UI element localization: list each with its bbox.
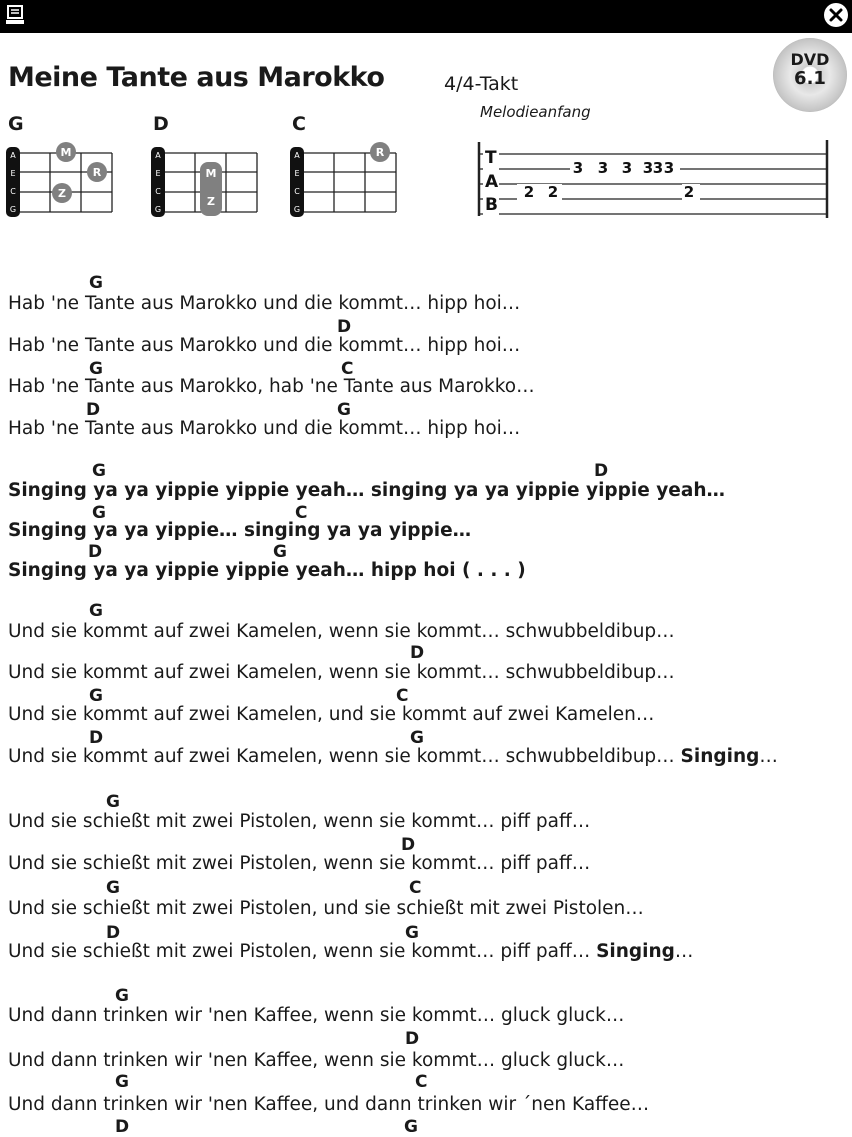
chord-marker: C bbox=[409, 878, 422, 898]
tab-note: 3 bbox=[621, 159, 633, 177]
lyric-line: Hab 'ne Tante aus Marokko und die kommt… hipp hoi… bbox=[8, 293, 521, 314]
dvd-badge bbox=[773, 38, 847, 112]
chord-marker: D bbox=[405, 1029, 420, 1049]
chord-marker: G bbox=[106, 878, 120, 898]
chord-marker: G bbox=[92, 503, 106, 523]
chord-marker: C bbox=[295, 503, 308, 523]
top-bar bbox=[0, 0, 852, 33]
tab-note: 3 bbox=[572, 159, 584, 177]
lyric-text: Und sie schießt mit zwei Pistolen, wenn sie kommt… piff paff… bbox=[8, 941, 597, 962]
tab-letter: A bbox=[485, 172, 499, 192]
tab-letter: B bbox=[485, 195, 498, 215]
lyric-tail-end: … bbox=[759, 746, 778, 767]
chord-marker: G bbox=[337, 400, 351, 420]
chord-marker: D bbox=[115, 1117, 130, 1137]
chord-marker: D bbox=[86, 400, 101, 420]
chord-marker: D bbox=[410, 643, 425, 663]
lyric-line: Und sie kommt auf zwei Kamelen, wenn sie kommt… schwubbeldibup… bbox=[8, 621, 675, 642]
chord-marker: G bbox=[273, 542, 287, 562]
chord-marker: G bbox=[106, 792, 120, 812]
chord-marker: G bbox=[89, 359, 103, 379]
lyric-tail: Singing bbox=[680, 746, 760, 767]
lyric-line: Und sie schießt mit zwei Pistolen, wenn sie kommt… piff paff… bbox=[8, 853, 591, 874]
finger-label: M bbox=[60, 146, 72, 159]
finger-label: M bbox=[205, 167, 217, 180]
chord-marker: G bbox=[89, 601, 103, 621]
lyric-tail-end: … bbox=[674, 941, 694, 962]
tab-note: 3 bbox=[642, 159, 654, 177]
time-signature: 4/4-Takt bbox=[444, 73, 519, 95]
chord-marker: G bbox=[115, 1072, 129, 1092]
chord-marker: G bbox=[404, 1117, 418, 1137]
lyric-line: Hab 'ne Tante aus Marokko, hab 'ne Tante aus Marokko… bbox=[8, 376, 535, 397]
chord-name-g: G bbox=[8, 113, 24, 135]
string-label: G bbox=[154, 205, 162, 214]
chord-marker: D bbox=[106, 923, 121, 943]
lyric-line: Und sie schießt mit zwei Pistolen, und sie schießt mit zwei Pistolen… bbox=[8, 898, 644, 919]
string-label: C bbox=[294, 187, 300, 196]
chord-marker: C bbox=[341, 359, 354, 379]
finger-label: Z bbox=[58, 187, 66, 200]
string-label: E bbox=[294, 169, 300, 178]
song-title: Meine Tante aus Marokko bbox=[8, 62, 385, 93]
lyric-line: Und sie kommt auf zwei Kamelen, und sie kommt auf zwei Kamelen… bbox=[8, 704, 655, 725]
dvd-number: 6.1 bbox=[794, 68, 826, 89]
chord-marker: G bbox=[405, 923, 419, 943]
close-icon bbox=[824, 3, 848, 27]
chord-name-d: D bbox=[153, 113, 169, 135]
tab-note: 3 bbox=[597, 159, 609, 177]
string-label: G bbox=[293, 205, 301, 214]
string-label: E bbox=[155, 169, 161, 178]
string-label: C bbox=[155, 187, 161, 196]
lyric-line bbox=[8, 941, 693, 962]
chord-marker: D bbox=[401, 835, 416, 855]
chord-diagram-c bbox=[290, 142, 400, 220]
chord-marker: G bbox=[92, 461, 106, 481]
lyric-line: Singing ya ya yippie… singing ya ya yippie… bbox=[8, 520, 472, 541]
lyric-line: Und dann trinken wir 'nen Kaffee, wenn sie kommt… gluck gluck… bbox=[8, 1005, 625, 1026]
chord-marker: D bbox=[89, 728, 104, 748]
finger-label: R bbox=[375, 146, 385, 159]
chord-marker: G bbox=[115, 986, 129, 1006]
lyric-line: Und sie kommt auf zwei Kamelen, wenn sie kommt… schwubbeldibup… bbox=[8, 662, 675, 683]
chord-marker: C bbox=[415, 1072, 428, 1092]
chord-marker: C bbox=[396, 686, 409, 706]
tab-letter: T bbox=[485, 148, 497, 168]
chord-diagram-d bbox=[151, 142, 261, 220]
dvd-label: DVD bbox=[790, 50, 830, 69]
lyric-line: Hab 'ne Tante aus Marokko und die kommt… hipp hoi… bbox=[8, 335, 521, 356]
lyric-line: Und sie schießt mit zwei Pistolen, wenn sie kommt… piff paff… bbox=[8, 811, 591, 832]
string-label: A bbox=[155, 151, 161, 160]
chord-name-c: C bbox=[292, 113, 306, 135]
lyric-line: Und dann trinken wir 'nen Kaffee, und dann trinken wir ´nen Kaffee… bbox=[8, 1094, 650, 1115]
lyric-text: Und sie kommt auf zwei Kamelen, wenn sie kommt… schwubbeldibup… bbox=[8, 746, 681, 767]
chord-marker: G bbox=[89, 273, 103, 293]
string-label: G bbox=[9, 205, 17, 214]
melody-label: Melodieanfang bbox=[480, 103, 591, 121]
lyric-line bbox=[8, 746, 778, 767]
finger-label: R bbox=[92, 166, 102, 179]
chord-marker: G bbox=[410, 728, 424, 748]
lyric-tail: Singing bbox=[596, 941, 675, 962]
chord-diagram-g bbox=[6, 142, 116, 220]
finger-label: Z bbox=[207, 195, 215, 208]
tab-note: 2 bbox=[547, 183, 559, 201]
chord-marker: D bbox=[594, 461, 609, 481]
tab-note: 3 bbox=[663, 159, 675, 177]
melody-tab bbox=[477, 140, 831, 218]
string-label: A bbox=[10, 151, 16, 160]
lyric-line: Hab 'ne Tante aus Marokko und die kommt… hipp hoi… bbox=[8, 418, 521, 439]
document-icon[interactable] bbox=[6, 5, 24, 25]
tab-note: 2 bbox=[683, 183, 695, 201]
string-label: E bbox=[10, 169, 16, 178]
lyric-line: Singing ya ya yippie yippie yeah… hipp hoi ( . . . ) bbox=[8, 560, 526, 581]
string-label: C bbox=[10, 187, 16, 196]
tab-note: 3 bbox=[652, 159, 664, 177]
string-label: A bbox=[294, 151, 300, 160]
lyric-line: Singing ya ya yippie yippie yeah… singing ya ya yippie yippie yeah… bbox=[8, 480, 725, 501]
tab-note: 2 bbox=[523, 183, 535, 201]
close-button[interactable] bbox=[824, 3, 848, 27]
chord-marker: D bbox=[88, 542, 103, 562]
lyric-line: Und dann trinken wir 'nen Kaffee, wenn sie kommt… gluck gluck… bbox=[8, 1050, 625, 1071]
chord-marker: D bbox=[337, 317, 352, 337]
chord-marker: G bbox=[89, 686, 103, 706]
